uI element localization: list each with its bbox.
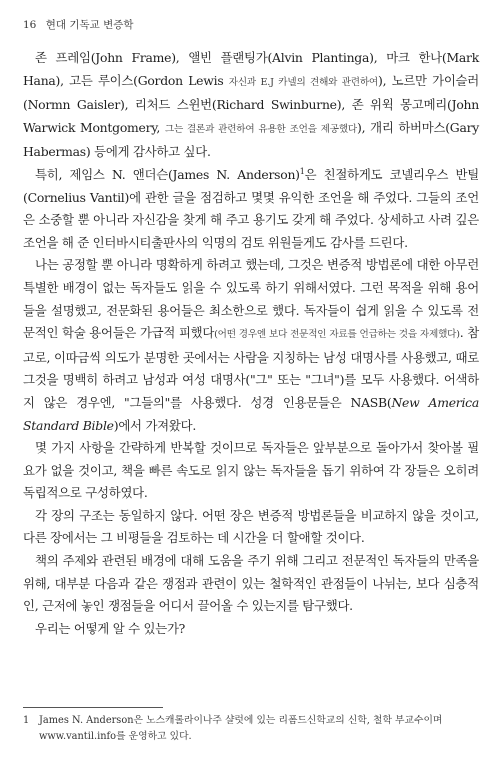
paragraph-1-text-c: ), 개리 하버마스(Gary Habermas) 등에게 감사하고 싶다.	[23, 119, 480, 160]
paragraph-1-aside-2: 그는 결론과 관련하여 유용한 조언을 제공했다	[164, 123, 358, 135]
footnote-text: James N. Anderson은 노스캐롤라이나주 샬럿에 있는 리폼드신학교의 신학, 철학 부교수이며 www.vantil.info를 운영하고 있다.	[39, 715, 443, 742]
paragraph-7: 우리는 어떻게 알 수 있는가?	[35, 620, 186, 636]
paragraph-1-aside-1: 자신과 E.J 카넬의 견해와 관련하여	[228, 76, 378, 88]
paragraph-6: 책의 주제와 관련된 배경에 대해 도움을 주기 위해 그리고 전문적인 독자들의 만족을 위해, 대부분 다음과 같은 쟁점과 관련이 있는 철학적인 관점들이 나뉘는, 보다 심층적인, 근저에 놓인 쟁점들을 어디서 끌어올 수 있는지를 탐구했다.	[23, 553, 479, 614]
paragraph-2-text-b: 은 친절하게도 코넬리우스 반틸(Cornelius Vantil)에 관한 글을 점검하고 몇몇 유익한 조언을 해 주었다. 그들의 조언은 소중할 뿐 아니라 자신감을 찾게 해 주고 용기도 갖게 해 주었다. 상세하고 사려 깊은 조언을 해 준 인터바시티출판사의 익명의 검토 위원들게도 감사를 드린다.	[23, 166, 479, 250]
footnote-reference: 1	[299, 166, 305, 176]
footnote	[23, 713, 479, 745]
footnote-number: 1	[23, 715, 30, 726]
paragraph-3	[23, 254, 479, 437]
paragraph-1-text-a: 존 프레임(John Frame), 앨빈 플랜팅가(Alvin Plantinga), 마크 한나(Mark Hana), 고든 루이스(Gordon Lewis	[23, 50, 479, 88]
paragraph-4: 몇 가지 사항을 간략하게 반복할 것이므로 독자들은 앞부분으로 돌아가서 찾아볼 필요가 없을 것이고, 책을 빠른 속도로 읽지 않는 독자들을 돕기 위하여 각 장들은 오히려 독립적으로 구성하였다.	[23, 440, 479, 501]
paragraph-2-text-a: 특히, 제임스 N. 앤더슨(James N. Anderson)	[35, 166, 300, 182]
paragraph-1-text-b: ), 노르만 가이슬러(Normn Gaisler), 리처드 스윈번(Richard Swinburne), 존 위윅 몽고메리(John Warwick Montgomery,	[23, 72, 479, 135]
running-title: 현대 기독교 변증학	[45, 19, 134, 31]
body-text	[23, 47, 479, 640]
paragraph-3-text-a: 나는 공정할 뿐 아니라 명확하게 하려고 했는데, 그것은 변증적 방법론에 대한 아무런 특별한 배경이 없는 독자들도 읽을 수 있도록 하기 위해서였다. 그런 목적을 위해 용어들을 설명했고, 전문화된 용어들은 최소한으로 했다. 독자들이 쉽게 읽을 수 있도록 전문적인 학술 용어들은 가급적 피했다	[23, 257, 479, 341]
paragraph-3-text-c: )에서 가져왔다.	[113, 417, 197, 433]
paragraph-2	[23, 164, 479, 254]
paragraph-3-text-b: . 참고로, 이따금씩 의도가 분명한 곳에서는 사람을 지칭하는 남성 대명사를 사용했고, 때로 그것을 명백히 하려고 남성과 여성 대명사("그" 또는 "그녀")를 모두 사용했다. 어색하지 않은 경우엔, "그들의"를 사용했다. 성경 인용문들은 NASB(	[23, 325, 479, 410]
paragraph-5: 각 장의 구조는 동일하지 않다. 어떤 장은 변증적 방법론들을 비교하지 않을 것이고, 다른 장에서는 그 비평들을 검토하는 데 시간을 더 할애할 것이다.	[23, 507, 479, 546]
page-number: 16	[23, 19, 37, 31]
running-header	[23, 17, 134, 32]
footnote-divider	[23, 707, 163, 708]
paragraph-3-aside: (어떤 경우엔 보다 전문적인 자료를 언급하는 것을 자제했다)	[214, 329, 460, 341]
paragraph-1	[23, 47, 479, 164]
bible-version-title: New America Standard Bible	[23, 394, 479, 433]
